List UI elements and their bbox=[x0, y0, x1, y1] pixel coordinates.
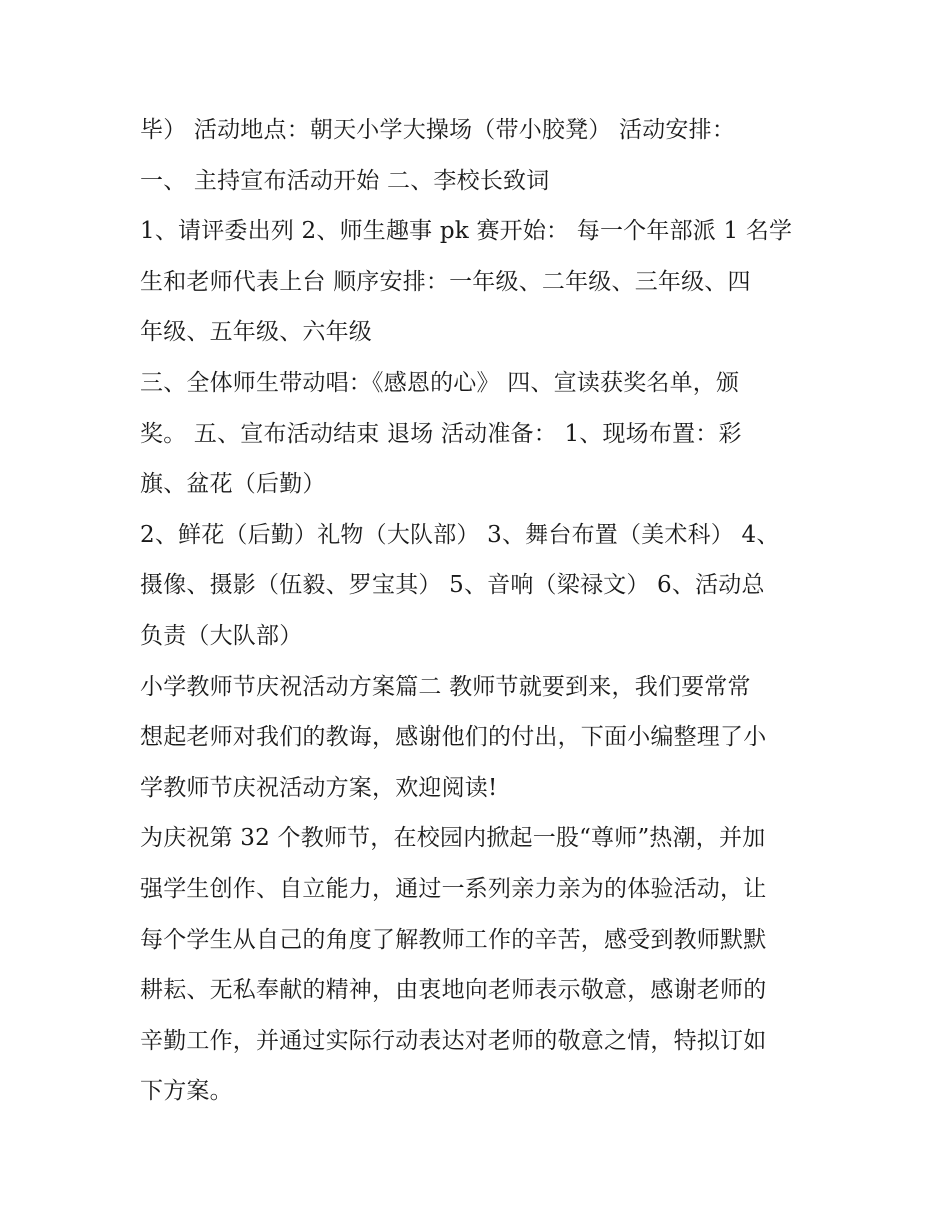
text-line: 强学生创作、自立能力，通过一系列亲力亲为的体验活动，让 bbox=[140, 875, 767, 902]
text-line: 旗、盆花（后勤） bbox=[140, 471, 326, 498]
text-line: 学教师节庆祝活动方案，欢迎阅读! bbox=[140, 774, 498, 801]
text-line: 摄像、摄影（伍毅、罗宝其） 5、音响（梁禄文） 6、活动总 bbox=[140, 572, 765, 599]
text-line: 三、全体师生带动唱：《感恩的心》 四、宣读获奖名单，颁 bbox=[140, 369, 740, 396]
text-line: 为庆祝第 32 个教师节，在校园内掀起一股“尊师”热潮，并加 bbox=[140, 825, 766, 852]
text-line: 耕耘、无私奉献的精神，由衷地向老师表示敬意，感谢老师的 bbox=[140, 977, 767, 1004]
text-line: 年级、五年级、六年级 bbox=[140, 319, 372, 346]
text-line: 一、 主持宣布活动开始 二、李校长致词 bbox=[140, 167, 550, 194]
text-line: 1、请评委出列 2、师生趣事 pk 赛开始： 每一个年部派 1 名学 bbox=[140, 218, 793, 245]
text-line: 每个学生从自己的角度了解教师工作的辛苦，感受到教师默默 bbox=[140, 926, 767, 953]
text-line: 毕） 活动地点：朝天小学大操场（带小胶凳） 活动安排： bbox=[140, 117, 736, 143]
text-line: 奖。 五、宣布活动结束 退场 活动准备： 1、现场布置：彩 bbox=[140, 420, 742, 447]
text-line: 下方案。 bbox=[140, 1078, 233, 1105]
text-line: 负责（大队部） bbox=[140, 622, 303, 649]
text-line: 2、鲜花（后勤）礼物（大队部） 3、舞台布置（美术科） 4、 bbox=[140, 521, 780, 548]
text-line: 生和老师代表上台 顺序安排：一年级、二年级、三年级、四 bbox=[140, 268, 751, 295]
document-body bbox=[140, 105, 830, 1117]
text-line: 小学教师节庆祝活动方案篇二 教师节就要到来，我们要常常 bbox=[140, 673, 751, 700]
text-line: 想起老师对我们的教诲，感谢他们的付出，下面小编整理了小 bbox=[140, 724, 767, 751]
text-line: 辛勤工作，并通过实际行动表达对老师的敬意之情，特拟订如 bbox=[140, 1027, 767, 1054]
